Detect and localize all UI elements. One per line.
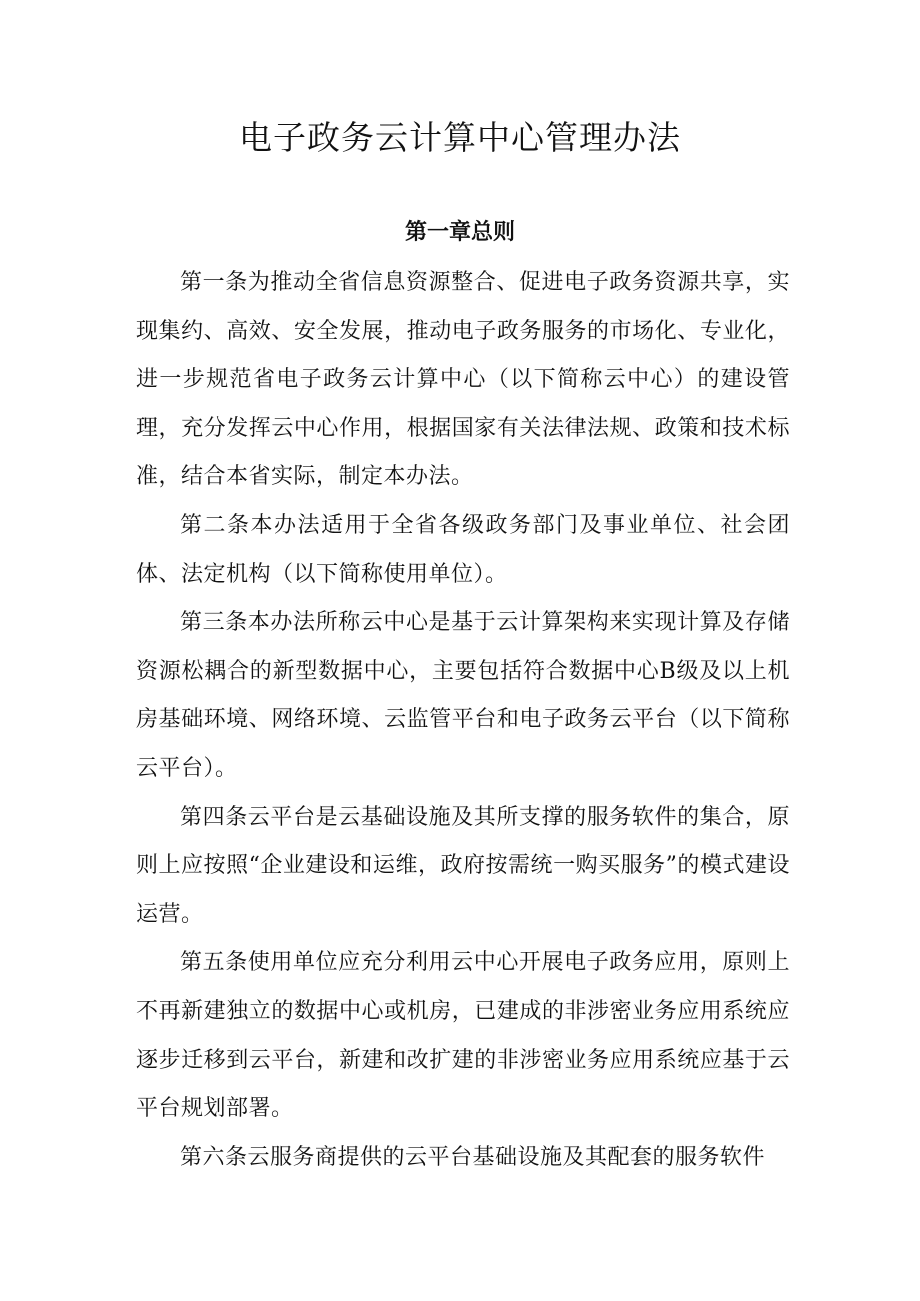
document-body [136,259,790,1182]
document-title: 电子政务云计算中心管理办法 [239,118,681,157]
article-5: 第五条使用单位应充分利用云中心开展电子政务应用，原则上不再新建独立的数据中心或机房，已建成的非涉密业务应用系统应逐步迁移到云平台，新建和改扩建的非涉密业务应用系统应基于云平台规划部署。 [136,950,790,1122]
chapter-heading: 第一章总则 [404,219,515,245]
article-4: 第四条云平台是云基础设施及其所支撑的服务软件的集合，原则上应按照“企业建设和运维，政府按需统一购买服务”的模式建设运营。 [136,804,790,927]
article-3: 第三条本办法所称云中心是基于云计算架构来实现计算及存储资源松耦合的新型数据中心，主要包括符合数据中心B级及以上机房基础环境、网络环境、云监管平台和电子政务云平台（以下简称云平台）。 [136,610,790,781]
article-1: 第一条为推动全省信息资源整合、促进电子政务资源共享，实现集约、高效、安全发展，推动电子政务服务的市场化、专业化，进一步规范省电子政务云计算中心（以下简称云中心）的建设管理，充分发挥云中心作用，根据国家有关法律法规、政策和技术标准，结合本省实际，制定本办法。 [136,270,790,490]
article-6: 第六条云服务商提供的云平台基础设施及其配套的服务软件 [180,1144,766,1170]
article-2: 第二条本办法适用于全省各级政务部门及事业单位、社会团体、法定机构（以下简称使用单位）。 [136,512,790,587]
